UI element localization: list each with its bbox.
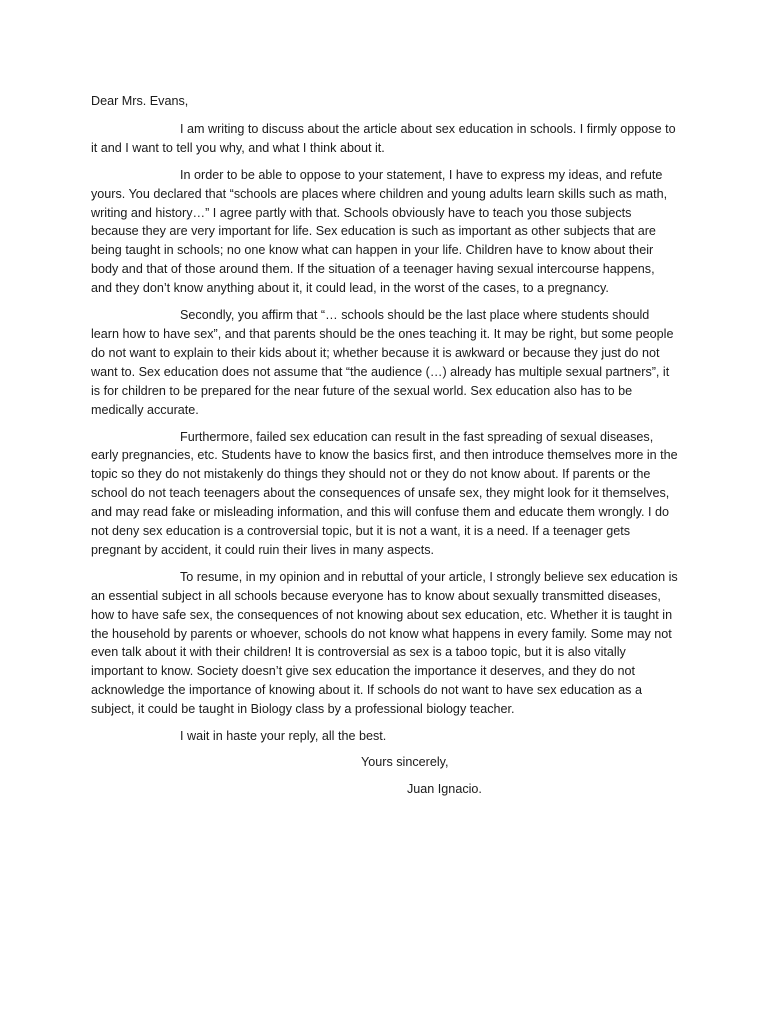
- paragraph-conclusion: To resume, in my opinion and in rebuttal of your article, I strongly believe sex education is an essential subject in all schools because everyone has to know about sexually transmitted diseases, how to have safe sex, the consequences of not knowing about sex education, etc. Whether it is taught in the household by parents or whoever, schools do not know what happens in every family. Some may not even talk about it with their children! It is controversial as sex is a taboo topic, but it is also vitally important to know. Society doesn’t give sex education the importance it deserves, and they do not acknowledge the importance of knowing about it. If schools do not want to have sex education as a subject, it could be taught in Biology class by a professional biology teacher.: [91, 569, 678, 717]
- paragraph-first-argument: In order to be able to oppose to your statement, I have to express my ideas, and refute yours. You declared that “schools are places where children and young adults learn skills such as math, writing and history…” I agree partly with that. Schools obviously have to teach you those subjects because they are very important for life. Sex education is such as important as other subjects that are being taught in schools; no one know what can happen in your life. Children have to know about their body and that of those around them. If the situation of a teenager having sexual intercourse happens, and they don’t know anything about it, it could lead, in the worst of the cases, to a pregnancy.: [91, 167, 668, 296]
- closing-line: I wait in haste your reply, all the best.: [180, 729, 387, 744]
- paragraph-second-argument: Secondly, you affirm that “… schools should be the last place where students should learn how to have sex”, and that parents should be the ones teaching it. It may be right, but some people do not want to explain to their kids about it; whether because it is awkward or because they just do not want to. Sex education does not assume that “the audience (…) already has multiple sexual partners”, it is for children to be prepared for the near future of the sexual world. Sex education also has to be medically accurate.: [91, 308, 674, 417]
- salutation: Dear Mrs. Evans,: [91, 94, 189, 108]
- letter-body: [91, 92, 679, 799]
- paragraph-intro: I am writing to discuss about the article about sex education in schools. I firmly oppose to it and I want to tell you why, and what I think about it.: [91, 121, 676, 155]
- paragraph-third-argument: Furthermore, failed sex education can result in the fast spreading of sexual diseases, early pregnancies, etc. Students have to know the basics first, and then introduce themselves more in the topic so they do not mistakenly do things they should not or they do not know about. If parents or the school do not teach teenagers about the consequences of unsafe sex, they might look for it themselves, and may read fake or misleading information, and this will confuse them and educate them wrongly. I do not deny sex education is a controversial topic, but it is not a want, it is a need. If a teenager gets pregnant by accident, it could ruin their lives in many aspects.: [91, 429, 678, 557]
- signoff: Yours sincerely,: [361, 755, 449, 769]
- signature: Juan Ignacio.: [407, 781, 482, 796]
